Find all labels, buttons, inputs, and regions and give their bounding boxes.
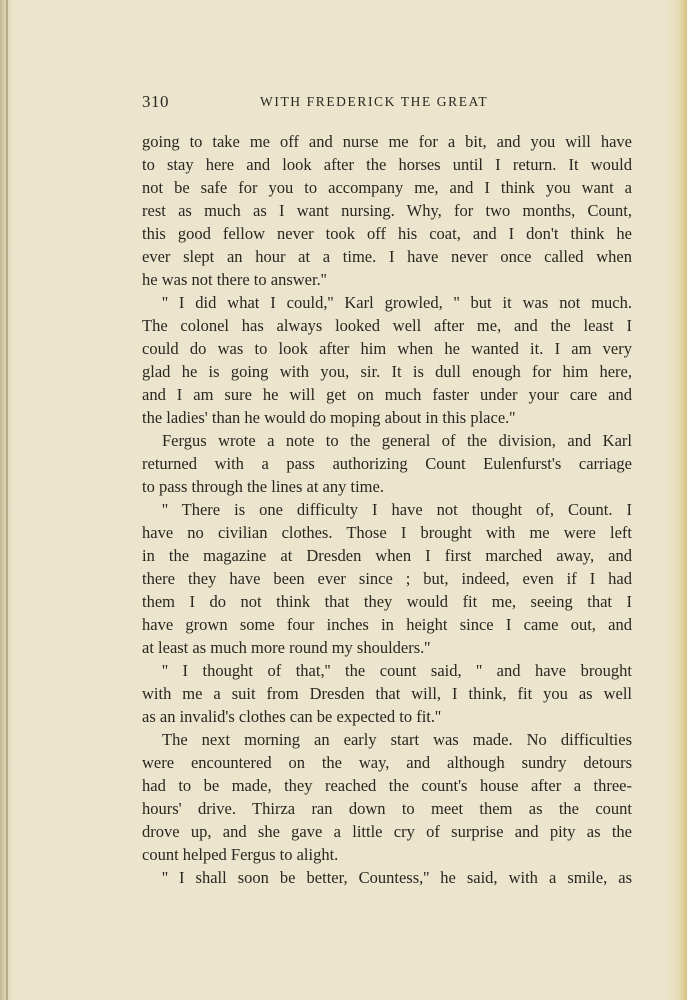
text-line: Fergus wrote a note to the general of the division, and Karl — [162, 431, 632, 450]
text-line: not be safe for you to accompany me, and I think you want a — [142, 178, 632, 197]
text-line: '' There is one difficulty I have not thought of, Count. I — [162, 500, 632, 519]
page-spine-edge — [6, 0, 8, 1000]
text-line: this good fellow never took off his coat, and I don't think he — [142, 224, 632, 243]
text-line: drove up, and she gave a little cry of surprise and pity as the — [142, 822, 632, 841]
text-line: the ladies' than he would do moping about in this place.'' — [142, 408, 516, 427]
text-line: in the magazine at Dresden when I first marched away, and — [142, 546, 632, 565]
text-line: going to take me off and nurse me for a bit, and you will have — [142, 132, 632, 151]
text-line: hours' drive. Thirza ran down to meet them as the count — [142, 799, 632, 818]
running-head-title: WITH FREDERICK THE GREAT — [260, 94, 489, 109]
text-line: The colonel has always looked well after me, and the least I — [142, 316, 632, 335]
page-number: 310 — [142, 92, 169, 111]
text-line: The next morning an early start was made. No difficulties — [162, 730, 632, 749]
text-line: he was not there to answer.'' — [142, 270, 327, 289]
text-line: glad he is going with you, sir. It is dull enough for him here, — [142, 362, 632, 381]
running-head — [142, 92, 632, 116]
text-line: as an invalid's clothes can be expected to fit.'' — [142, 707, 441, 726]
text-line: '' I thought of that,'' the count said, '' and have brought — [162, 661, 632, 680]
text-line: returned with a pass authorizing Count Eulenfurst's carriage — [142, 454, 632, 473]
text-line: could do was to look after him when he wanted it. I am very — [142, 339, 632, 358]
text-line: rest as much as I want nursing. Why, for two months, Count, — [142, 201, 632, 220]
text-line: there they have been ever since ; but, indeed, even if I had — [142, 569, 632, 588]
text-line: with me a suit from Dresden that will, I think, fit you as well — [142, 684, 632, 703]
text-line: have grown some four inches in height since I came out, and — [142, 615, 632, 634]
text-line: '' I shall soon be better, Countess,'' he said, with a smile, as — [162, 868, 632, 887]
text-line: '' I did what I could,'' Karl growled, '' but it was not much. — [162, 293, 632, 312]
text-line: to stay here and look after the horses until I return. It would — [142, 155, 632, 174]
text-line: to pass through the lines at any time. — [142, 477, 384, 496]
text-line: were encountered on the way, and although sundry detours — [142, 753, 632, 772]
text-line: had to be made, they reached the count's house after a three- — [142, 776, 632, 795]
text-line: and I am sure he will get on much faster under your care and — [142, 385, 632, 404]
text-line: have no civilian clothes. Those I brought with me were left — [142, 523, 632, 542]
text-line: count helped Fergus to alight. — [142, 845, 339, 864]
text-line: ever slept an hour at a time. I have never once called when — [142, 247, 632, 266]
body-text — [142, 130, 632, 889]
text-line: at least as much more round my shoulders.'' — [142, 638, 431, 657]
text-line: them I do not think that they would fit me, seeing that I — [142, 592, 632, 611]
